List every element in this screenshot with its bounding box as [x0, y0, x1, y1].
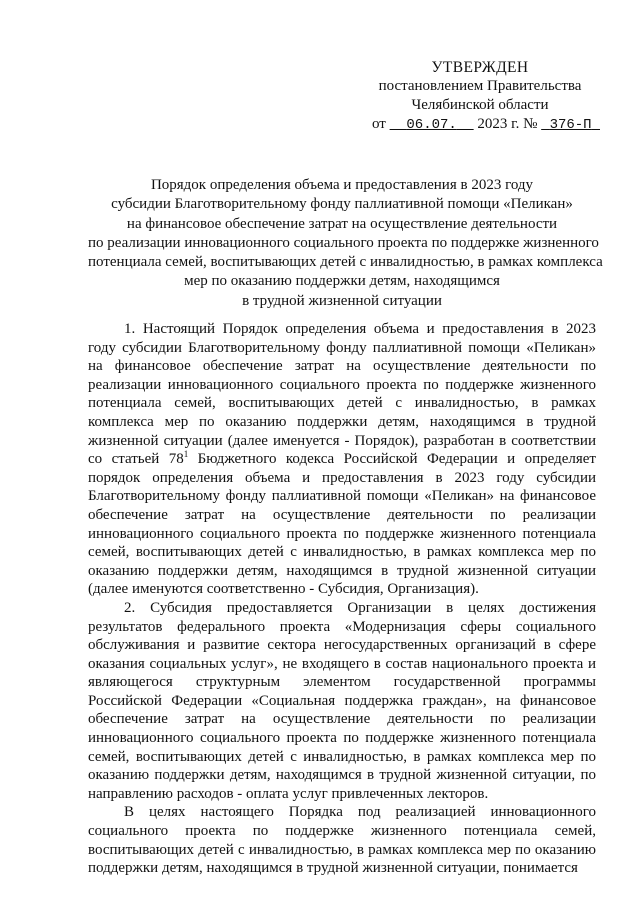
title-line: субсидии Благотворительному фонду паллиативной помощи «Пеликан»	[111, 196, 573, 213]
title-line: в трудной жизненной ситуации	[242, 292, 442, 309]
title-line: по реализации инновационного социального проекта по поддержке жизненного	[88, 234, 599, 251]
paragraph-3: В целях настоящего Порядка под реализацией инновационного социального проекта по поддержке жизненного потенциала семей, воспитывающих детей с инвалидностью, в рамках комплекса мер по оказанию поддержки детям, находящимся в трудной жизненной ситуации, понимается	[88, 804, 596, 877]
date-prefix: от	[371, 116, 386, 132]
approval-line-2: Челябинской области	[411, 97, 549, 113]
document-body	[88, 320, 596, 878]
approval-line-1: постановлением Правительства	[378, 78, 582, 94]
date-year: 2023 г. №	[477, 116, 538, 132]
title-line: потенциала семей, воспитывающих детей с инвалидностью, в рамках комплекса	[88, 254, 603, 271]
title-line: Порядок определения объема и предоставления в 2023 году	[150, 177, 534, 193]
superscript: 1	[183, 449, 189, 460]
approval-date-line	[360, 115, 600, 135]
approval-heading: УТВЕРЖДЕН	[431, 59, 529, 76]
title-line: мер по оказанию поддержки детям, находящимся	[184, 273, 500, 290]
document-number: 376-П	[549, 117, 592, 133]
title-line: на финансовое обеспечение затрат на осуществление деятельности	[126, 215, 558, 232]
date-value: 06.07.	[406, 117, 457, 133]
approval-stamp	[360, 58, 600, 135]
paragraph-1: 1. Настоящий Порядок определения объема и предоставления в 2023 году субсидии Благотворительному фонду паллиативной помощи «Пеликан» на финансовое обеспечение затрат на осуществление деятельности по реализации инновационного социального проекта по поддержке жизненного потенциала семей, воспитывающих детей с инвалидностью, в рамках комплекса мер по оказанию поддержки детям, находящимся в трудной жизненной ситуации (далее именуется - Порядок), разработан в соответствии со статьей $78^1$ Бюджетного кодекса Российской Федерации и определяет порядок определения объема и предоставления в 2023 году субсидии Благотворительному фонду паллиативной помощи «Пеликан» на финансовое обеспечение затрат на осуществление деятельности по реализации инновационного социального проекта по поддержке жизненного потенциала семей, воспитывающих детей с инвалидностью, в рамках комплекса мер по оказанию поддержки детям, находящимся в трудной жизненной ситуации (далее именуются соответственно - Субсидия, Организация).	[88, 321, 596, 598]
paragraph-2: 2. Субсидия предоставляется Организации в целях достижения результатов федерального проекта «Модернизация сферы социального обслуживания и развитие сектора негосударственных организаций в сфере оказания социальных услуг», не входящего в состав национального проекта и являющегося структурным элементом государственной программы Российской Федерации «Социальная поддержка граждан», на финансовое обеспечение затрат на осуществление деятельности по реализации инновационного социального проекта по поддержке жизненного потенциала семей, воспитывающих детей с инвалидностью, в рамках комплекса мер по оказанию поддержки детям, находящимся в трудной жизненной ситуации, по направлению расходов - оплата услуг привлеченных лекторов.	[88, 599, 596, 802]
document-title	[88, 176, 603, 311]
